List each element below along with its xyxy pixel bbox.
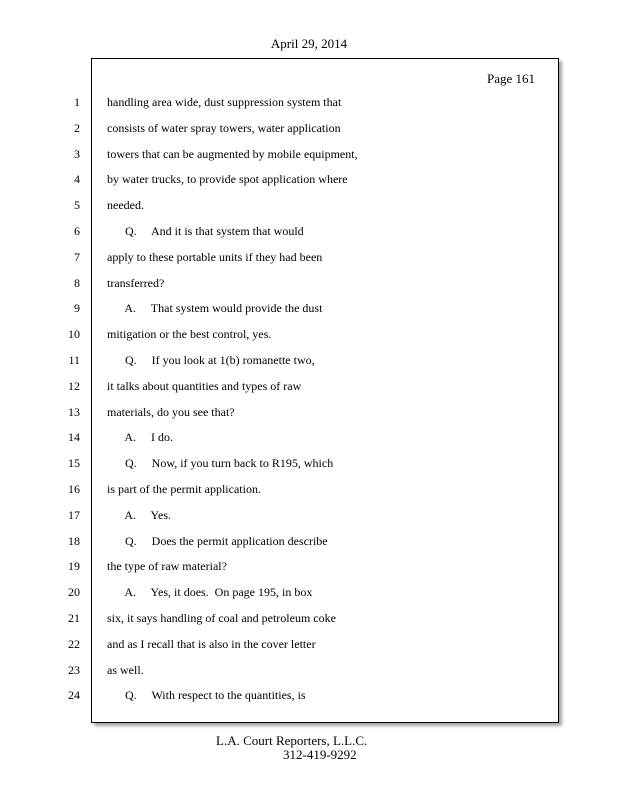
line-number: 6 <box>74 224 80 238</box>
line-number: 3 <box>74 146 80 161</box>
header-date: April 29, 2014 <box>270 36 348 51</box>
transcript-line: and as I recall that is also in the cover letter <box>107 636 316 651</box>
transcript-line: A. I do. <box>107 430 173 445</box>
transcript-line: consists of water spray towers, water application <box>107 120 341 135</box>
transcript-line: A. That system would provide the dust <box>107 301 323 316</box>
footer-company: L.A. Court Reporters, L.L.C. <box>216 733 368 748</box>
line-number: 7 <box>74 249 80 264</box>
transcript-line: A. Yes, it does. On page 195, in box <box>107 585 313 600</box>
line-number: 4 <box>74 172 80 187</box>
footer-phone: 312-419-9292 <box>283 747 357 762</box>
line-number: 14 <box>68 430 80 445</box>
transcript-line: by water trucks, to provide spot application where <box>107 172 348 187</box>
line-number: 5 <box>74 198 80 213</box>
line-number: 23 <box>68 662 80 677</box>
transcript-line: mitigation or the best control, yes. <box>107 327 272 342</box>
line-number: 1 <box>74 95 80 109</box>
transcript-line: is part of the permit application. <box>107 482 261 496</box>
transcript-line: Q. With respect to the quantities, is <box>107 688 306 703</box>
line-number: 19 <box>68 559 80 574</box>
line-number: 17 <box>68 507 80 522</box>
transcript-line: it talks about quantities and types of raw <box>107 378 302 393</box>
transcript-line: towers that can be augmented by mobile equipment, <box>107 146 358 161</box>
line-number: 24 <box>68 688 80 703</box>
line-number: 11 <box>68 353 80 367</box>
line-number: 10 <box>68 327 80 342</box>
line-number: 18 <box>68 533 80 548</box>
line-number: 16 <box>68 482 80 496</box>
transcript-line: materials, do you see that? <box>107 404 235 419</box>
transcript-line: Q. If you look at 1(b) romanette two, <box>107 353 315 367</box>
transcript-line: A. Yes. <box>107 507 172 522</box>
line-number: 2 <box>74 120 80 135</box>
transcript-line: transferred? <box>107 275 165 290</box>
line-number: 8 <box>74 275 80 290</box>
line-number: 9 <box>74 301 80 316</box>
line-number: 15 <box>68 456 80 471</box>
line-number: 20 <box>68 585 80 600</box>
transcript-line: as well. <box>107 662 144 677</box>
transcript-line: six, it says handling of coal and petroleum coke <box>107 611 336 625</box>
transcript-line: Q. And it is that system that would <box>107 224 304 238</box>
line-number: 21 <box>68 611 80 625</box>
transcript-line: Q. Now, if you turn back to R195, which <box>107 456 334 471</box>
page-number: Page 161 <box>487 71 536 86</box>
transcript-line: the type of raw material? <box>107 559 227 574</box>
line-number: 22 <box>68 636 80 651</box>
transcript-line: Q. Does the permit application describe <box>107 533 328 548</box>
transcript-line: handling area wide, dust suppression system that <box>107 95 342 109</box>
line-number: 12 <box>68 378 80 393</box>
line-number: 13 <box>68 404 80 419</box>
transcript-line: apply to these portable units if they had been <box>107 249 323 264</box>
transcript-line: needed. <box>107 198 144 213</box>
